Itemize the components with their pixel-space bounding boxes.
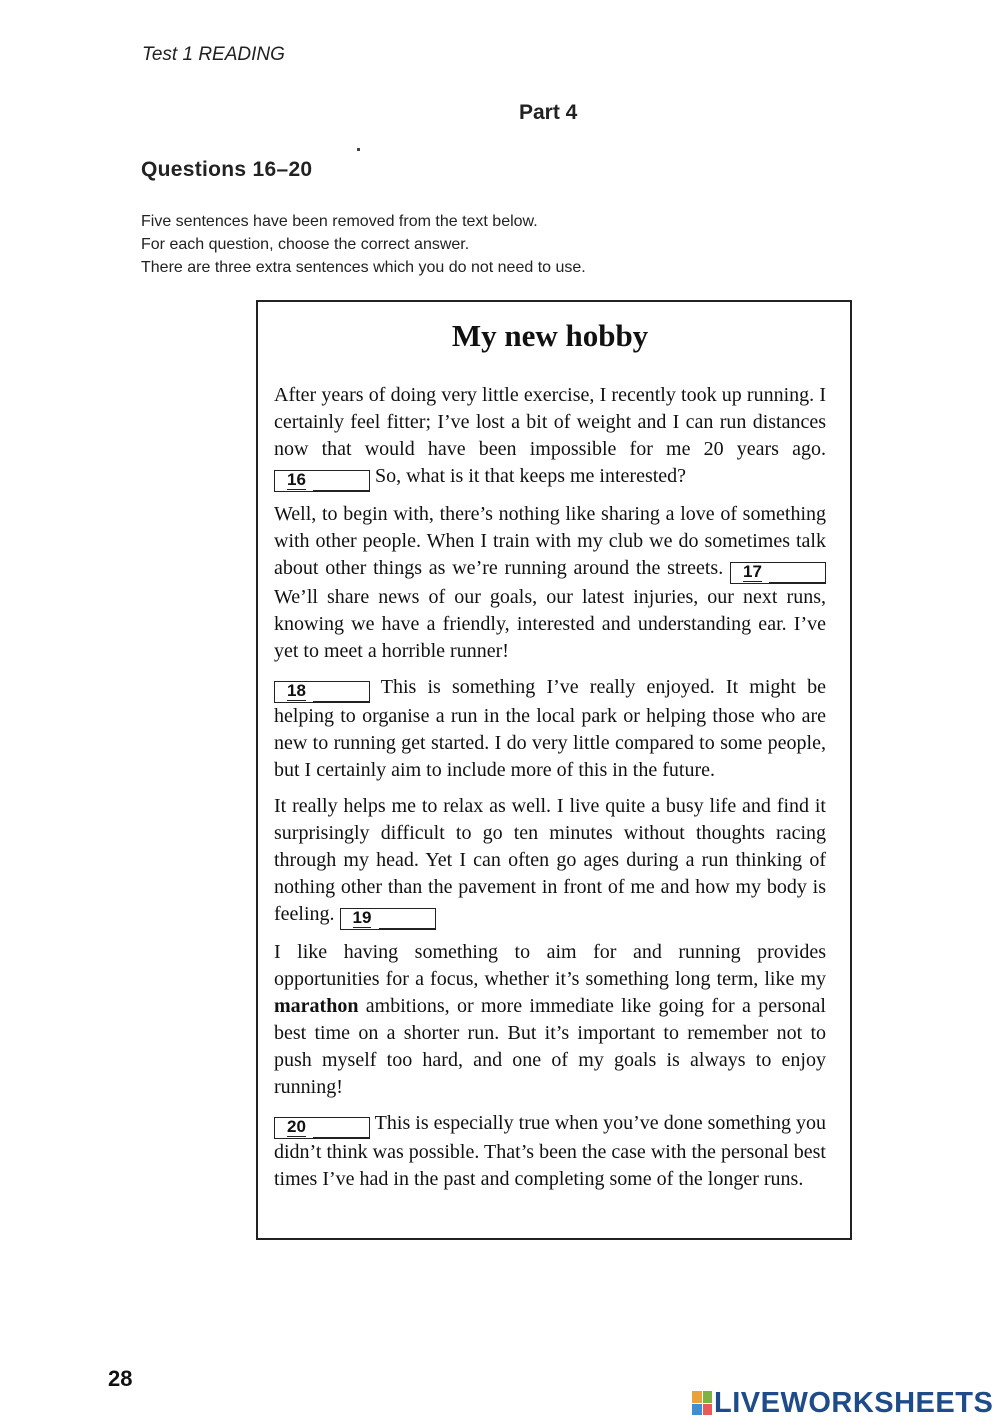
bold-word: marathon xyxy=(274,995,359,1017)
paragraph-text: So, what is it that keeps me interested? xyxy=(370,465,687,487)
paragraph-text: This is especially true when you’ve done something you didn’t think was possible. That’s been the case with the personal best times I’ve had in the past and completing some of the longer runs. xyxy=(274,1112,826,1190)
gap-number: 16 xyxy=(287,470,306,489)
liveworksheets-logo xyxy=(692,1388,993,1418)
gap-number: 19 xyxy=(352,908,372,927)
paragraph-text: Well, to begin with, there’s nothing like sharing a love of something with other people. When I train with my club we do sometimes talk about other things as we’re running around the streets. xyxy=(274,503,826,579)
part-title: Part 4 xyxy=(519,101,578,124)
paragraph-text: It really helps me to relax as well. I live quite a busy life and find it surprisingly difficult to go ten minutes without thoughts racing through my head. Yet I can often go ages during a run thinking of nothing other than the pavement in front of me and how my body is feeling. xyxy=(274,795,826,925)
logo-text: LIVEWORKSHEETS xyxy=(714,1387,994,1419)
gap-number: 20 xyxy=(287,1117,306,1136)
stray-mark xyxy=(357,148,360,151)
answer-gap-16[interactable] xyxy=(274,470,370,492)
logo-square xyxy=(703,1404,713,1416)
gap-number: 18 xyxy=(287,681,306,700)
paragraph-6 xyxy=(274,1110,826,1193)
paragraph-2 xyxy=(274,501,826,665)
paragraph-text: ambitions, or more immediate like going for a personal best time on a shorter run. But it’s important to remember not to push myself too hard, and one of my goals is always to enjoy running! xyxy=(274,995,826,1098)
paragraph-text: This is something I’ve really enjoyed. It might be helping to organise a run in the local park or helping those who are new to running get started. I do very little compared to some people, but I certainly aim to include more of this in the future. xyxy=(274,676,826,781)
reading-text-box xyxy=(256,300,852,1240)
answer-gap-18[interactable] xyxy=(274,681,370,703)
questions-title: Questions 16–20 xyxy=(141,158,313,181)
page-number: 28 xyxy=(108,1366,133,1391)
paragraph-text: We’ll share news of our goals, our latest injuries, our next runs, knowing we have a friendly, interested and understanding ear. I’ve yet to meet a horrible runner! xyxy=(274,586,826,662)
logo-square xyxy=(692,1404,702,1416)
paragraph-text: I like having something to aim for and running provides opportunities for a focus, whether it’s something long term, like my xyxy=(274,941,826,990)
paragraph-4 xyxy=(274,793,826,930)
logo-square xyxy=(692,1391,702,1403)
paragraph-text: After years of doing very little exercise, I recently took up running. I certainly feel fitter; I’ve lost a bit of weight and I can run distances now that would have been impossible for me 20 years ago. xyxy=(274,384,826,460)
paragraph-3 xyxy=(274,674,826,784)
logo-icon xyxy=(692,1391,712,1415)
answer-gap-20[interactable] xyxy=(274,1117,370,1139)
instructions xyxy=(141,210,586,279)
instruction-line: For each question, choose the correct answer. xyxy=(141,236,470,253)
answer-gap-19[interactable] xyxy=(340,908,436,930)
instruction-line: There are three extra sentences which you do not need to use. xyxy=(141,259,586,276)
section-header: Test 1 READING xyxy=(142,44,285,65)
logo-square xyxy=(703,1391,713,1403)
paragraph-5 xyxy=(274,939,826,1101)
answer-gap-17[interactable] xyxy=(730,562,826,584)
article-title: My new hobby xyxy=(451,318,649,353)
paragraph-1 xyxy=(274,382,826,492)
gap-number: 17 xyxy=(743,562,762,581)
instruction-line: Five sentences have been removed from the text below. xyxy=(141,213,538,230)
